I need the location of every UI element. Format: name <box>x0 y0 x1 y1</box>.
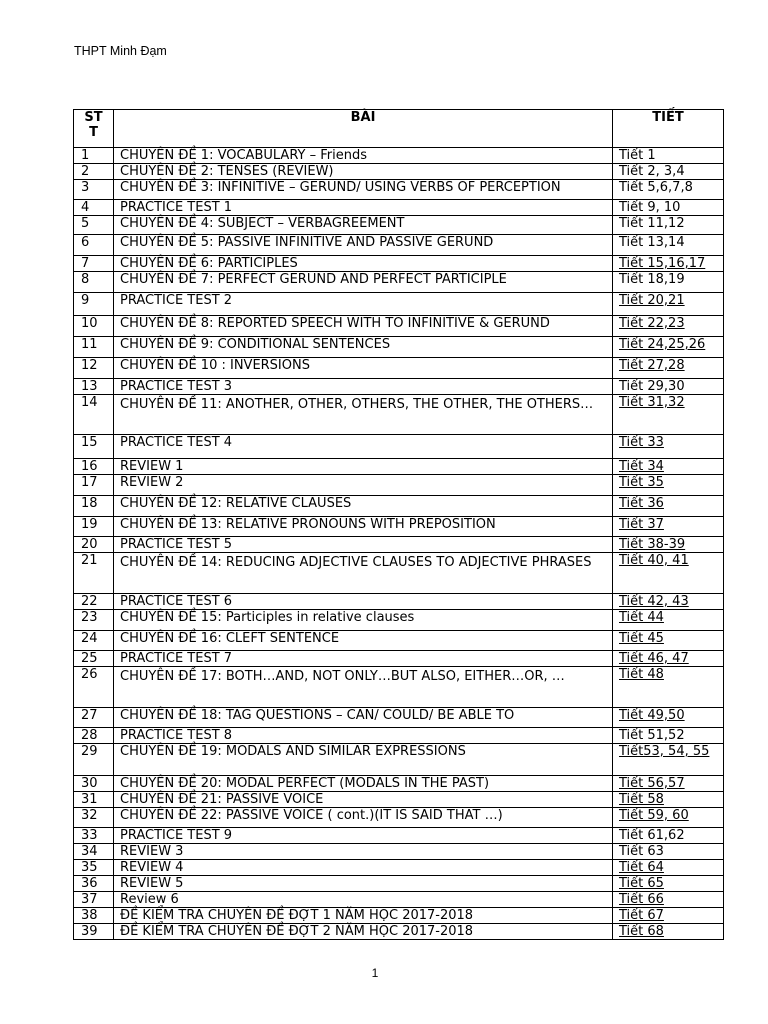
row-number: 25 <box>74 651 114 667</box>
row-number: 36 <box>74 876 114 892</box>
table-row <box>74 200 724 216</box>
row-number: 10 <box>74 316 114 337</box>
table-row <box>74 908 724 924</box>
row-number: 37 <box>74 892 114 908</box>
row-number: 21 <box>74 553 114 594</box>
table-row <box>74 537 724 553</box>
lesson-title: CHUYÊN ĐỀ 3: INFINITIVE – GERUND/ USING VERBS OF PERCEPTION <box>114 180 613 200</box>
lesson-title: CHUYÊN ĐỀ 8: REPORTED SPEECH WITH TO INFINITIVE & GERUND <box>114 316 613 337</box>
table-row <box>74 594 724 610</box>
table-row <box>74 892 724 908</box>
lesson-title: PRACTICE TEST 8 <box>114 728 613 744</box>
header-lesson: BÀI <box>114 110 613 148</box>
row-number: 24 <box>74 631 114 651</box>
table-row <box>74 792 724 808</box>
lesson-periods: Tiết 40, 41 <box>613 553 724 594</box>
lesson-title: REVIEW 3 <box>114 844 613 860</box>
row-number: 30 <box>74 776 114 792</box>
lesson-title: REVIEW 5 <box>114 876 613 892</box>
lesson-periods: Tiết 44 <box>613 610 724 631</box>
table-row <box>74 651 724 667</box>
lesson-title: PRACTICE TEST 3 <box>114 379 613 395</box>
row-number: 38 <box>74 908 114 924</box>
row-number: 34 <box>74 844 114 860</box>
table-row <box>74 475 724 496</box>
lesson-periods: Tiết 13,14 <box>613 235 724 256</box>
row-number: 32 <box>74 808 114 828</box>
row-number: 20 <box>74 537 114 553</box>
row-number: 22 <box>74 594 114 610</box>
page-number: 1 <box>371 966 379 980</box>
lesson-periods: Tiết 49,50 <box>613 708 724 728</box>
row-number: 6 <box>74 235 114 256</box>
lesson-title: CHUYÊN ĐỀ 9: CONDITIONAL SENTENCES <box>114 337 613 358</box>
lesson-periods: Tiết 59, 60 <box>613 808 724 828</box>
row-number: 23 <box>74 610 114 631</box>
lesson-periods: Tiết 42, 43 <box>613 594 724 610</box>
row-number: 8 <box>74 272 114 293</box>
table-row <box>74 808 724 828</box>
lesson-periods: Tiết 61,62 <box>613 828 724 844</box>
lesson-title: PRACTICE TEST 5 <box>114 537 613 553</box>
lesson-periods: Tiết 9, 10 <box>613 200 724 216</box>
table-row <box>74 337 724 358</box>
table-row <box>74 631 724 651</box>
table-row <box>74 459 724 475</box>
lesson-periods: Tiết 33 <box>613 435 724 459</box>
lesson-periods: Tiết 45 <box>613 631 724 651</box>
lesson-periods: Tiết 64 <box>613 860 724 876</box>
lesson-periods: Tiết 67 <box>613 908 724 924</box>
table-row <box>74 180 724 200</box>
lesson-title: Review 6 <box>114 892 613 908</box>
row-number: 15 <box>74 435 114 459</box>
row-number: 27 <box>74 708 114 728</box>
table-row <box>74 148 724 164</box>
lesson-title: REVIEW 2 <box>114 475 613 496</box>
table-body <box>74 148 724 940</box>
lesson-title: CHUYÊN ĐỀ 13: RELATIVE PRONOUNS WITH PREPOSITION <box>114 517 613 537</box>
table-row <box>74 216 724 235</box>
table-row <box>74 256 724 272</box>
lesson-periods: Tiết 51,52 <box>613 728 724 744</box>
curriculum-table <box>73 109 724 940</box>
row-number: 28 <box>74 728 114 744</box>
lesson-periods: Tiết 66 <box>613 892 724 908</box>
table-row <box>74 844 724 860</box>
table-row <box>74 435 724 459</box>
lesson-periods: Tiết 65 <box>613 876 724 892</box>
lesson-periods: Tiết 46, 47 <box>613 651 724 667</box>
lesson-title: CHUYÊN ĐỀ 22: PASSIVE VOICE ( cont.)(IT IS SAID THAT …) <box>114 808 613 828</box>
lesson-title: PRACTICE TEST 7 <box>114 651 613 667</box>
row-number: 17 <box>74 475 114 496</box>
row-number: 18 <box>74 496 114 517</box>
row-number: 16 <box>74 459 114 475</box>
lesson-title: PRACTICE TEST 2 <box>114 293 613 316</box>
lesson-periods: Tiết 36 <box>613 496 724 517</box>
table-header-row <box>74 110 724 148</box>
table-row <box>74 708 724 728</box>
table-row <box>74 924 724 940</box>
lesson-title: CHUYÊN ĐỀ 19: MODALS AND SIMILAR EXPRESSIONS <box>114 744 613 776</box>
table-row <box>74 272 724 293</box>
lesson-periods: Tiết 35 <box>613 475 724 496</box>
row-number: 2 <box>74 164 114 180</box>
lesson-periods: Tiết 34 <box>613 459 724 475</box>
row-number: 12 <box>74 358 114 379</box>
lesson-title: CHUYÊN ĐỀ 1: VOCABULARY – Friends <box>114 148 613 164</box>
table-row <box>74 164 724 180</box>
lesson-periods: Tiết 63 <box>613 844 724 860</box>
lesson-title: PRACTICE TEST 1 <box>114 200 613 216</box>
row-number: 14 <box>74 395 114 435</box>
table-row <box>74 293 724 316</box>
header-periods: TIẾT <box>613 110 724 148</box>
row-number: 3 <box>74 180 114 200</box>
table-row <box>74 776 724 792</box>
lesson-periods: Tiết 24,25,26 <box>613 337 724 358</box>
table-row <box>74 517 724 537</box>
lesson-periods: Tiết 58 <box>613 792 724 808</box>
table-row <box>74 744 724 776</box>
lesson-title: CHUYÊN ĐỀ 12: RELATIVE CLAUSES <box>114 496 613 517</box>
lesson-title: CHUYÊN ĐỀ 20: MODAL PERFECT (MODALS IN THE PAST) <box>114 776 613 792</box>
lesson-title: CHUYÊN ĐỀ 10 : INVERSIONS <box>114 358 613 379</box>
lesson-title: CHUYÊN ĐỀ 14: REDUCING ADJECTIVE CLAUSES TO ADJECTIVE PHRASES <box>114 553 613 594</box>
lesson-periods: Tiết 5,6,7,8 <box>613 180 724 200</box>
row-number: 31 <box>74 792 114 808</box>
lesson-title: ĐỀ KIỂM TRA CHUYÊN ĐỀ ĐỢT 2 NĂM HỌC 2017-2018 <box>114 924 613 940</box>
lesson-title: ĐỀ KIỂM TRA CHUYÊN ĐỀ ĐỢT 1 NĂM HỌC 2017-2018 <box>114 908 613 924</box>
row-number: 1 <box>74 148 114 164</box>
lesson-title: CHUYÊN ĐỀ 18: TAG QUESTIONS – CAN/ COULD/ BE ABLE TO <box>114 708 613 728</box>
lesson-periods: Tiết 29,30 <box>613 379 724 395</box>
table-row <box>74 496 724 517</box>
lesson-periods: Tiết 27,28 <box>613 358 724 379</box>
lesson-title: REVIEW 1 <box>114 459 613 475</box>
lesson-periods: Tiết 2, 3,4 <box>613 164 724 180</box>
row-number: 33 <box>74 828 114 844</box>
row-number: 5 <box>74 216 114 235</box>
row-number: 11 <box>74 337 114 358</box>
table-row <box>74 358 724 379</box>
lesson-title: CHUYÊN ĐỀ 16: CLEFT SENTENCE <box>114 631 613 651</box>
lesson-title: CHUYÊN ĐỀ 7: PERFECT GERUND AND PERFECT PARTICIPLE <box>114 272 613 293</box>
lesson-periods: Tiết 48 <box>613 667 724 708</box>
lesson-title: PRACTICE TEST 9 <box>114 828 613 844</box>
row-number: 4 <box>74 200 114 216</box>
lesson-title: CHUYÊN ĐỀ 5: PASSIVE INFINITIVE AND PASSIVE GERUND <box>114 235 613 256</box>
lesson-periods: Tiết 11,12 <box>613 216 724 235</box>
lesson-periods: Tiết 56,57 <box>613 776 724 792</box>
table-row <box>74 610 724 631</box>
table-row <box>74 316 724 337</box>
row-number: 29 <box>74 744 114 776</box>
row-number: 39 <box>74 924 114 940</box>
table-row <box>74 553 724 594</box>
lesson-periods: Tiết 18,19 <box>613 272 724 293</box>
table-row <box>74 235 724 256</box>
lesson-title: CHUYÊN ĐỀ 17: BOTH…AND, NOT ONLY…BUT ALSO, EITHER…OR, … <box>114 667 613 708</box>
lesson-periods: Tiết53, 54, 55 <box>613 744 724 776</box>
row-number: 13 <box>74 379 114 395</box>
row-number: 9 <box>74 293 114 316</box>
lesson-title: CHUYÊN ĐỀ 6: PARTICIPLES <box>114 256 613 272</box>
lesson-periods: Tiết 38-39 <box>613 537 724 553</box>
lesson-periods: Tiết 15,16,17 <box>613 256 724 272</box>
row-number: 19 <box>74 517 114 537</box>
lesson-title: CHUYÊN ĐỀ 2: TENSES (REVIEW) <box>114 164 613 180</box>
lesson-title: CHUYÊN ĐỀ 4: SUBJECT – VERBAGREEMENT <box>114 216 613 235</box>
lesson-periods: Tiết 22,23 <box>613 316 724 337</box>
lesson-periods: Tiết 1 <box>613 148 724 164</box>
lesson-title: CHUYÊN ĐỀ 15: Participles in relative clauses <box>114 610 613 631</box>
table-row <box>74 876 724 892</box>
row-number: 35 <box>74 860 114 876</box>
lesson-title: REVIEW 4 <box>114 860 613 876</box>
lesson-periods: Tiết 20,21 <box>613 293 724 316</box>
lesson-title: CHUYÊN ĐỀ 11: ANOTHER, OTHER, OTHERS, THE OTHER, THE OTHERS… <box>114 395 613 435</box>
lesson-periods: Tiết 31,32 <box>613 395 724 435</box>
page-header: THPT Minh Đạm <box>74 44 167 58</box>
header-stt: ST T <box>74 110 114 148</box>
table-row <box>74 860 724 876</box>
table-row <box>74 828 724 844</box>
lesson-periods: Tiết 68 <box>613 924 724 940</box>
lesson-title: PRACTICE TEST 4 <box>114 435 613 459</box>
row-number: 26 <box>74 667 114 708</box>
table-row <box>74 728 724 744</box>
lesson-title: PRACTICE TEST 6 <box>114 594 613 610</box>
table-row <box>74 379 724 395</box>
lesson-periods: Tiết 37 <box>613 517 724 537</box>
row-number: 7 <box>74 256 114 272</box>
table-row <box>74 667 724 708</box>
lesson-title: CHUYÊN ĐỀ 21: PASSIVE VOICE <box>114 792 613 808</box>
table-row <box>74 395 724 435</box>
